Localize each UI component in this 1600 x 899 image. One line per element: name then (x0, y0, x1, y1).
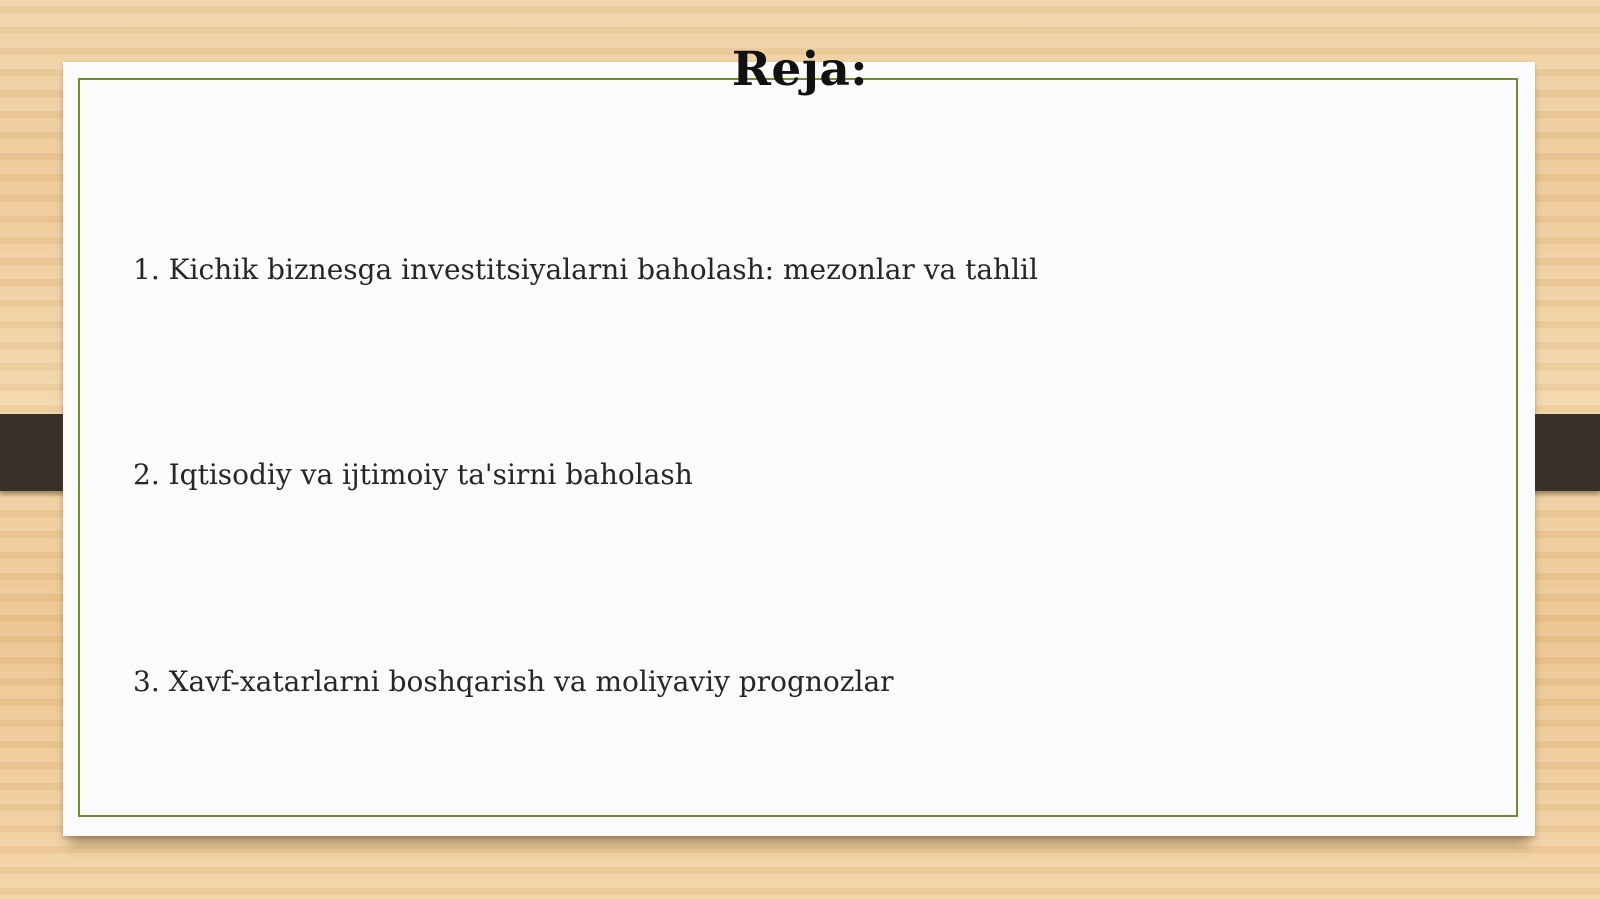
slide-card (63, 62, 1535, 836)
plan-item-3: 3. Xavf-xatarlarni boshqarish va moliyaviy prognozlar (133, 665, 894, 698)
slide-frame-border (78, 78, 1518, 817)
plan-item-2: 2. Iqtisodiy va ijtimoiy ta'sirni baholash (133, 458, 693, 491)
slide-title: Reja: (731, 42, 869, 97)
plan-item-1: 1. Kichik biznesga investitsiyalarni baholash: mezonlar va tahlil (133, 253, 1038, 286)
